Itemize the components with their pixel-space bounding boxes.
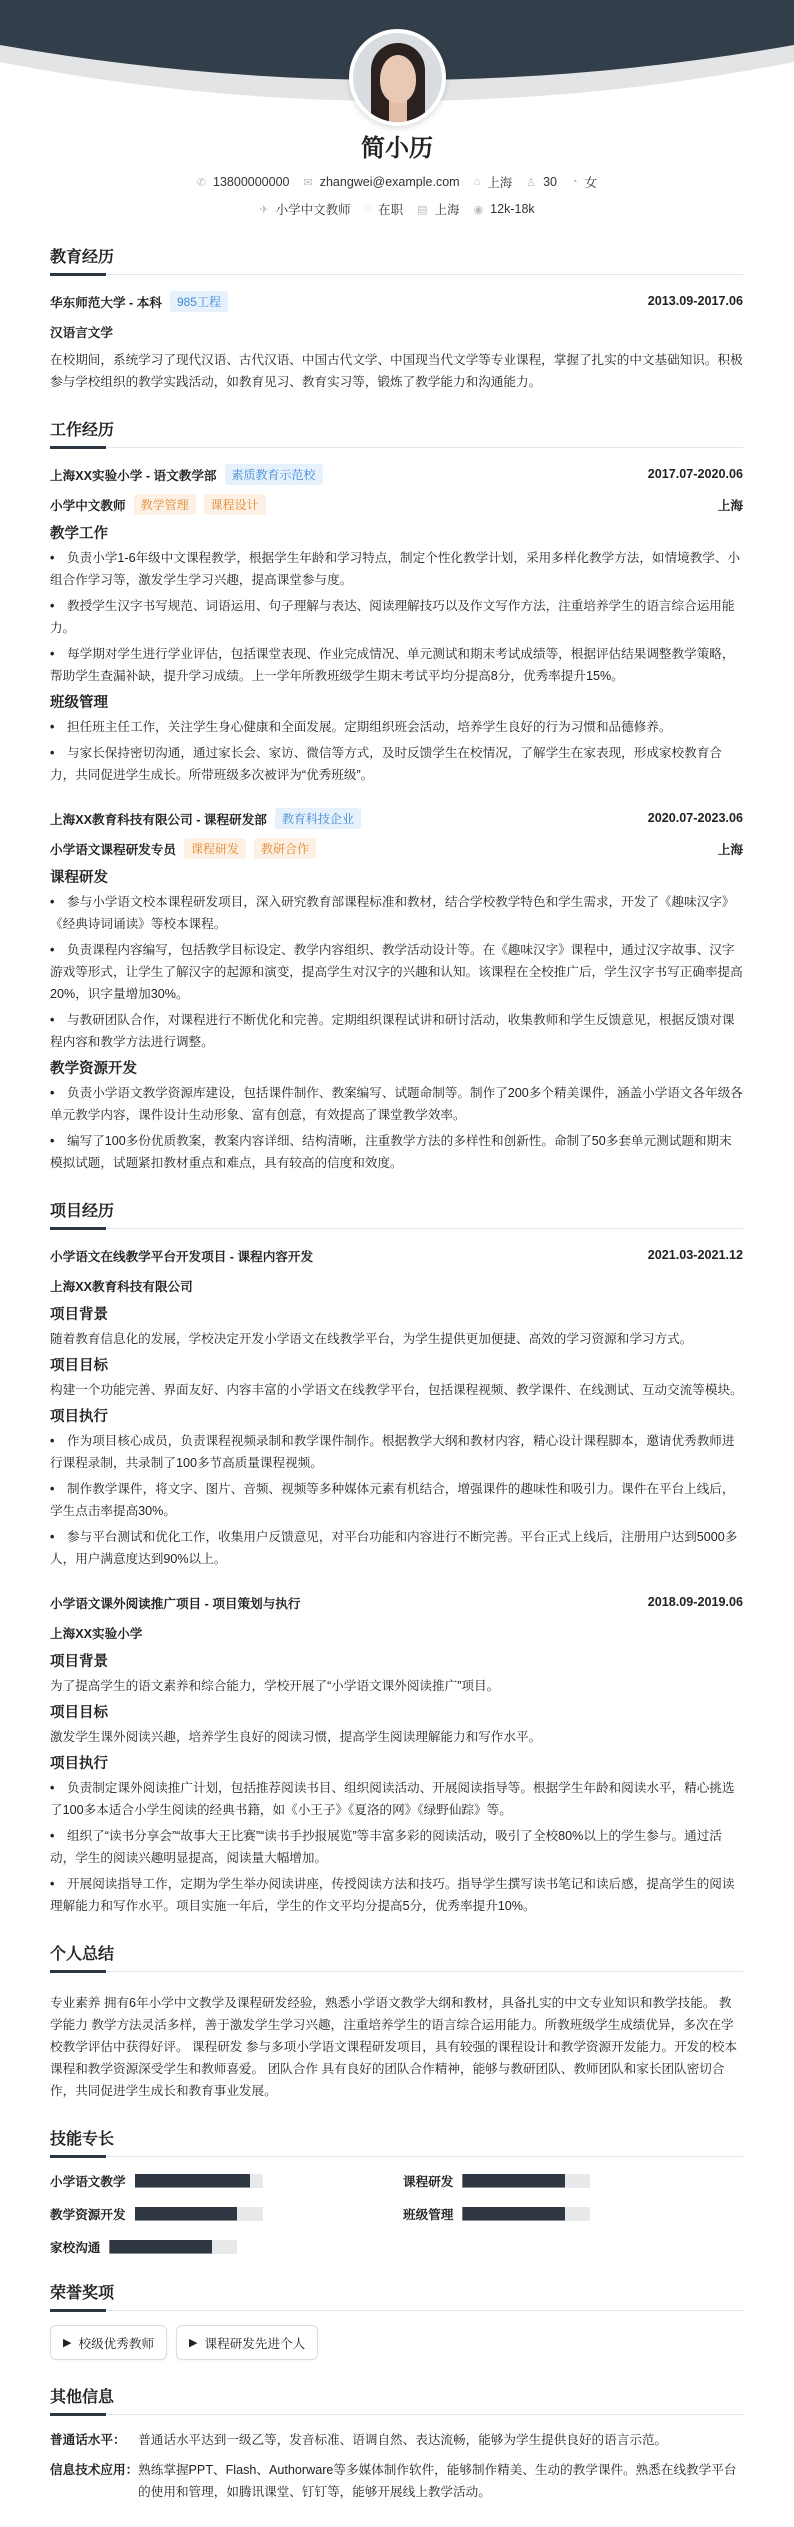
contact-text: 女: [584, 176, 598, 190]
project-org: 上海XX实验小学: [50, 1626, 143, 1641]
bullet-dot-icon: •: [50, 720, 55, 734]
contact-text: 13800000000: [213, 175, 290, 189]
bullet-text: 开展阅读指导工作，定期为学生举办阅读讲座，传授阅读方法和技巧。指导学生撰写读书笔记和读后感，提高学生的阅读理解能力和写作水平。项目实施一年后，学生的作文平均分提高5分，优秀率提升10%。: [50, 1877, 735, 1913]
role-line: [50, 492, 743, 516]
skill-bar: [462, 2207, 590, 2221]
company-tag: 教育科技企业: [275, 808, 361, 829]
role-title: 小学语文课程研发专员: [50, 842, 176, 857]
bullet-item: [50, 1526, 743, 1570]
contact-text: 上海: [434, 203, 460, 217]
gender-icon: ◔: [571, 176, 578, 188]
section-title: 项目经历: [50, 1198, 743, 1229]
skill-item: [50, 2204, 403, 2223]
bullet-text: 组织了“读书分享会”“故事大王比赛”“读书手抄报展览”等丰富多彩的阅读活动，吸引了全校80%以上的学生参与。通过活动，学生的阅读兴趣明显提高，阅读量大幅增加。: [50, 1829, 722, 1865]
bullet-list: [50, 1430, 743, 1570]
role-tag: 教研合作: [254, 838, 316, 859]
school-name: 华东师范大学 - 本科: [50, 295, 162, 310]
bullet-text: 教授学生汉字书写规范、词语运用、句子理解与表达、阅读理解技巧以及作文写作方法，注重培养学生的语言综合运用能力。: [50, 599, 735, 635]
skill-bar: [135, 2207, 263, 2221]
goal-label: 项目目标: [50, 1358, 108, 1374]
contact-text: 上海: [487, 176, 513, 190]
bullet-text: 担任班主任工作，关注学生身心健康和全面发展。定期组织班会活动，培养学生良好的行为习惯和品德修养。: [67, 720, 672, 734]
bullet-dot-icon: •: [50, 551, 55, 565]
section-title: 个人总结: [50, 1941, 743, 1972]
background-label: 项目背景: [50, 1654, 108, 1670]
company-name: 上海XX教育科技有限公司 - 课程研发部: [50, 812, 267, 827]
honor-text: 校级优秀教师: [78, 2337, 155, 2351]
bullet-item: [50, 716, 743, 738]
contact-text: 在职: [378, 203, 404, 217]
bullet-dot-icon: •: [50, 599, 55, 613]
bullet-text: 作为项目核心成员，负责课程视频录制和教学课件制作。根据教学大纲和教材内容，精心设计课程脚本，邀请优秀教师进行课程录制，共录制了100多节高质量课程视频。: [50, 1434, 735, 1470]
bullet-item: [50, 1478, 743, 1522]
skill-bar: [135, 2174, 263, 2188]
honors-section: [50, 2280, 743, 2360]
bullet-text: 参与平台测试和优化工作，收集用户反馈意见，对平台功能和内容进行不断完善。平台正式上线后，注册用户达到5000多人，用户满意度达到90%以上。: [50, 1530, 738, 1566]
bullet-text: 与教研团队合作，对课程进行不断优化和完善。定期组织课程试讲和研讨活动，收集教师和学生反馈意见，根据反馈对课程内容和教学方法进行调整。: [50, 1013, 735, 1049]
bullet-dot-icon: •: [50, 1482, 55, 1496]
section-title: 荣誉奖项: [50, 2280, 743, 2311]
bullet-dot-icon: •: [50, 895, 55, 909]
bullet-dot-icon: •: [50, 1877, 55, 1891]
skill-name: 小学语文教学: [50, 2175, 126, 2189]
group-title: 教学资源开发: [50, 1061, 137, 1077]
other-label: 普通话水平：: [50, 2433, 126, 2447]
bullet-dot-icon: •: [50, 1434, 55, 1448]
bullet-item: [50, 742, 743, 786]
project-header: [50, 1243, 743, 1267]
avatar: [349, 29, 446, 126]
bullet-dot-icon: •: [50, 647, 55, 661]
contact-text: 30: [543, 175, 558, 189]
project-title: 小学语文在线教学平台开发项目 - 课程内容开发: [50, 1249, 314, 1264]
project-date: 2018.09-2019.06: [647, 1595, 743, 1609]
age-icon: ♙: [526, 176, 537, 189]
bullet-text: 参与小学语文校本课程研发项目，深入研究教育部课程标准和教材，结合学校教学特色和学生需求，开发了《趣味汉字》《经典诗词诵读》等校本课程。: [50, 895, 735, 931]
project-title: 小学语文课外阅读推广项目 - 项目策划与执行: [50, 1596, 301, 1611]
contact-item: [259, 200, 350, 218]
bullet-list: [50, 1082, 743, 1174]
other-text: 熟练掌握PPT、Flash、Authorware等多媒体制作软件，能够制作精美、生动的教学课件。熟悉在线教学平台的使用和管理，如腾讯课堂、钉钉等，能够开展线上教学活动。: [138, 2463, 737, 2499]
project-header: [50, 1590, 743, 1614]
work-location: 上海: [717, 842, 743, 857]
other-label: 信息技术应用：: [50, 2463, 139, 2477]
bullet-item: [50, 643, 743, 687]
phone-icon: ✆: [196, 176, 207, 189]
skill-item: [50, 2237, 403, 2256]
bullet-item: [50, 1130, 743, 1174]
bullet-text: 负责课程内容编写，包括教学目标设定、教学内容组织、教学活动设计等。在《趣味汉字》课程中，通过汉字故事、汉字游戏等形式，让学生了解汉字的起源和演变，提高学生对汉字的兴趣和认知。该课程在全校推广后，学生汉字书写正确率提高20%，识字量增加30%。: [50, 943, 743, 1001]
section-title: 技能专长: [50, 2126, 743, 2157]
goal-label: 项目目标: [50, 1705, 108, 1721]
mail-icon: ✉: [303, 176, 313, 189]
building-icon: ▤: [417, 203, 428, 216]
contact-item: [417, 200, 459, 218]
triangle-right-icon: ▶: [189, 2337, 198, 2349]
contact-row: [0, 173, 794, 191]
contact-item: [304, 173, 460, 191]
honor-badge[interactable]: [50, 2325, 167, 2360]
background-text: 随着教育信息化的发展，学校决定开发小学语文在线教学平台，为学生提供更加便捷、高效的学习资源和学习方式。: [50, 1332, 693, 1346]
status-icon: ◌: [364, 203, 372, 215]
triangle-right-icon: ▶: [63, 2337, 72, 2349]
bullet-item: [50, 1082, 743, 1126]
contact-item: [474, 200, 535, 218]
contact-text: 小学中文教师: [275, 203, 351, 217]
role-left: [50, 838, 316, 859]
work-location: 上海: [717, 498, 743, 513]
company-line: [50, 464, 323, 485]
honor-badge[interactable]: [176, 2325, 318, 2360]
skill-bar-fill: [135, 2174, 250, 2188]
skill-name: 班级管理: [403, 2208, 454, 2222]
bullet-dot-icon: •: [50, 746, 55, 760]
bullet-dot-icon: •: [50, 1829, 55, 1843]
education-header: [50, 289, 743, 313]
work-item: [50, 806, 743, 1174]
summary-section: [50, 1941, 743, 2102]
bullet-text: 每学期对学生进行学业评估，包括课堂表现、作业完成情况、单元测试和期末考试成绩等，根据评估结果调整教学策略，帮助学生查漏补缺，提升学习成绩。上一学年所教班级学生期末考试平均分提高8分，优秀率提升15%。: [50, 647, 735, 683]
skill-bar-fill: [462, 2174, 564, 2188]
contact-text: 12k-18k: [490, 202, 535, 216]
bullet-list: [50, 716, 743, 786]
summary-text: 专业素养 拥有6年小学中文教学及课程研发经验，熟悉小学语文教学大纲和教材，具备扎实的中文专业知识和教学技能。 教学能力 教学方法灵活多样，善于激发学生学习兴趣，注重培养学生的语言综合运用能力。所教班级学生成绩优异，多次在学校教学评估中获得好评。 课程研发 参与多项小学语文课程研发项目，具有较强的课程设计和教学资源开发能力。开发的校本课程和教学资源深受学生和教师喜爱。 团队合作 具有良好的团队合作精神，能够与教研团队、教师团队和家长团队密切合作，共同促进学生成长和教育事业发展。: [50, 1996, 738, 2098]
bullet-item: [50, 939, 743, 1005]
group-title: 教学工作: [50, 526, 108, 542]
salary-icon: ◉: [473, 203, 484, 216]
project-date: 2021.03-2021.12: [647, 1248, 743, 1262]
work-section: [50, 417, 743, 1174]
role-title: 小学中文教师: [50, 498, 126, 513]
skill-name: 课程研发: [403, 2175, 454, 2189]
section-title: 工作经历: [50, 417, 743, 448]
job-icon: ✈: [259, 203, 269, 216]
bullet-text: 编写了100多份优质教案，教案内容详细、结构清晰，注重教学方法的多样性和创新性。命制了50多套单元测试题和期末模拟试题，试题紧扣教材重点和难点，具有较高的信度和效度。: [50, 1134, 732, 1170]
skill-name: 家校沟通: [50, 2241, 101, 2255]
project-item: [50, 1243, 743, 1570]
project-item: [50, 1590, 743, 1917]
bullet-dot-icon: •: [50, 1013, 55, 1027]
bullet-text: 与家长保持密切沟通，通过家长会、家访、微信等方式，及时反馈学生在校情况，了解学生在家表现，形成家校教育合力，共同促进学生成长。所带班级多次被评为“优秀班级”。: [50, 746, 722, 782]
bullet-list: [50, 891, 743, 1053]
role-tag: 教学管理: [134, 494, 196, 515]
education-section: [50, 244, 743, 393]
bullet-item: [50, 595, 743, 639]
bullet-item: [50, 1009, 743, 1053]
goal-text: 构建一个功能完善、界面友好、内容丰富的小学语文在线教学平台，包括课程视频、教学课件、在线测试、互动交流等模块。: [50, 1383, 743, 1397]
skill-bar-fill: [109, 2240, 211, 2254]
bullet-text: 负责小学语文教学资源库建设，包括课件制作、教案编写、试题命制等。制作了200多个精美课件，涵盖小学语文各年级各单元教学内容，课件设计生动形象、富有创意，有效提高了课堂教学效率。: [50, 1086, 743, 1122]
bullet-dot-icon: •: [50, 1530, 55, 1544]
bullet-list: [50, 1777, 743, 1917]
contact-item: [571, 173, 597, 191]
execution-label: 项目执行: [50, 1756, 108, 1772]
bullet-text: 负责制定课外阅读推广计划，包括推荐阅读书目、组织阅读活动、开展阅读指导等。根据学生年龄和阅读水平，精心挑选了100多本适合小学生阅读的经典书籍，如《小王子》《夏洛的网》《绿野仙踪》等。: [50, 1781, 735, 1817]
company-name: 上海XX实验小学 - 语文教学部: [50, 468, 217, 483]
skills-section: [50, 2126, 743, 2256]
contact-item: [526, 173, 557, 191]
job-intent-row: [0, 200, 794, 218]
education-desc: 在校期间，系统学习了现代汉语、古代汉语、中国古代文学、中国现当代文学等专业课程，掌握了扎实的中文基础知识。积极参与学校组织的教学实践活动，如教育见习、教育实习等，锻炼了教学能力和沟通能力。: [50, 353, 743, 389]
contact-text: zhangwei@example.com: [319, 175, 460, 189]
skill-item: [403, 2204, 743, 2223]
resume-body: [50, 244, 743, 2527]
bullet-text: 负责小学1-6年级中文课程教学，根据学生年龄和学习特点，制定个性化教学计划，采用多样化教学方法，如情境教学、小组合作学习等，激发学生学习兴趣，提高课堂参与度。: [50, 551, 741, 587]
other-text: 普通话水平达到一级乙等，发音标准、语调自然、表达流畅，能够为学生提供良好的语言示范。: [138, 2433, 668, 2447]
project-org: 上海XX教育科技有限公司: [50, 1279, 193, 1294]
contact-item: [365, 200, 404, 218]
role-line: [50, 836, 743, 860]
bullet-text: 制作教学课件，将文字、图片、音频、视频等多种媒体元素有机结合，增强课件的趣味性和吸引力。课件在平台上线后，学生点击率提高30%。: [50, 1482, 735, 1518]
bullet-item: [50, 547, 743, 591]
other-section: [50, 2384, 743, 2503]
bullet-dot-icon: •: [50, 1086, 55, 1100]
contact-item: [474, 173, 513, 191]
bullet-list: [50, 547, 743, 687]
candidate-name: 简小历: [361, 135, 433, 162]
group-title: 班级管理: [50, 695, 108, 711]
bullet-item: [50, 891, 743, 935]
bullet-item: [50, 1873, 743, 1917]
bullet-dot-icon: •: [50, 943, 55, 957]
group-title: 课程研发: [50, 870, 108, 886]
role-tag: 课程研发: [184, 838, 246, 859]
major: 汉语言文学: [50, 325, 113, 340]
section-title: 教育经历: [50, 244, 743, 275]
bullet-item: [50, 1777, 743, 1821]
home-icon: ⌂: [473, 176, 481, 188]
background-text: 为了提高学生的语文素养和综合能力，学校开展了“小学语文课外阅读推广”项目。: [50, 1679, 500, 1693]
skill-item: [403, 2171, 743, 2190]
execution-label: 项目执行: [50, 1409, 108, 1425]
work-header: [50, 462, 743, 486]
work-item: [50, 462, 743, 786]
school-tag: 985工程: [170, 291, 228, 312]
bullet-dot-icon: •: [50, 1134, 55, 1148]
bullet-dot-icon: •: [50, 1781, 55, 1795]
skill-bar: [109, 2240, 237, 2254]
skill-bar-fill: [135, 2207, 237, 2221]
goal-text: 激发学生课外阅读兴趣，培养学生良好的阅读习惯，提高学生阅读理解能力和写作水平。: [50, 1730, 542, 1744]
contact-item: [197, 173, 290, 191]
projects-section: [50, 1198, 743, 1917]
skill-bar-fill: [462, 2207, 564, 2221]
work-header: [50, 806, 743, 830]
education-date: 2013.09-2017.06: [647, 294, 743, 308]
company-tag: 素质教育示范校: [225, 464, 323, 485]
bullet-item: [50, 1430, 743, 1474]
background-label: 项目背景: [50, 1307, 108, 1323]
honor-text: 课程研发先进个人: [204, 2337, 306, 2351]
skill-name: 教学资源开发: [50, 2208, 126, 2222]
work-date: 2020.07-2023.06: [647, 811, 743, 825]
bullet-item: [50, 1825, 743, 1869]
role-tag: 课程设计: [204, 494, 266, 515]
work-date: 2017.07-2020.06: [647, 467, 743, 481]
skill-bar: [462, 2174, 590, 2188]
section-title: 其他信息: [50, 2384, 743, 2415]
skill-item: [50, 2171, 403, 2190]
role-left: [50, 494, 266, 515]
company-line: [50, 808, 361, 829]
